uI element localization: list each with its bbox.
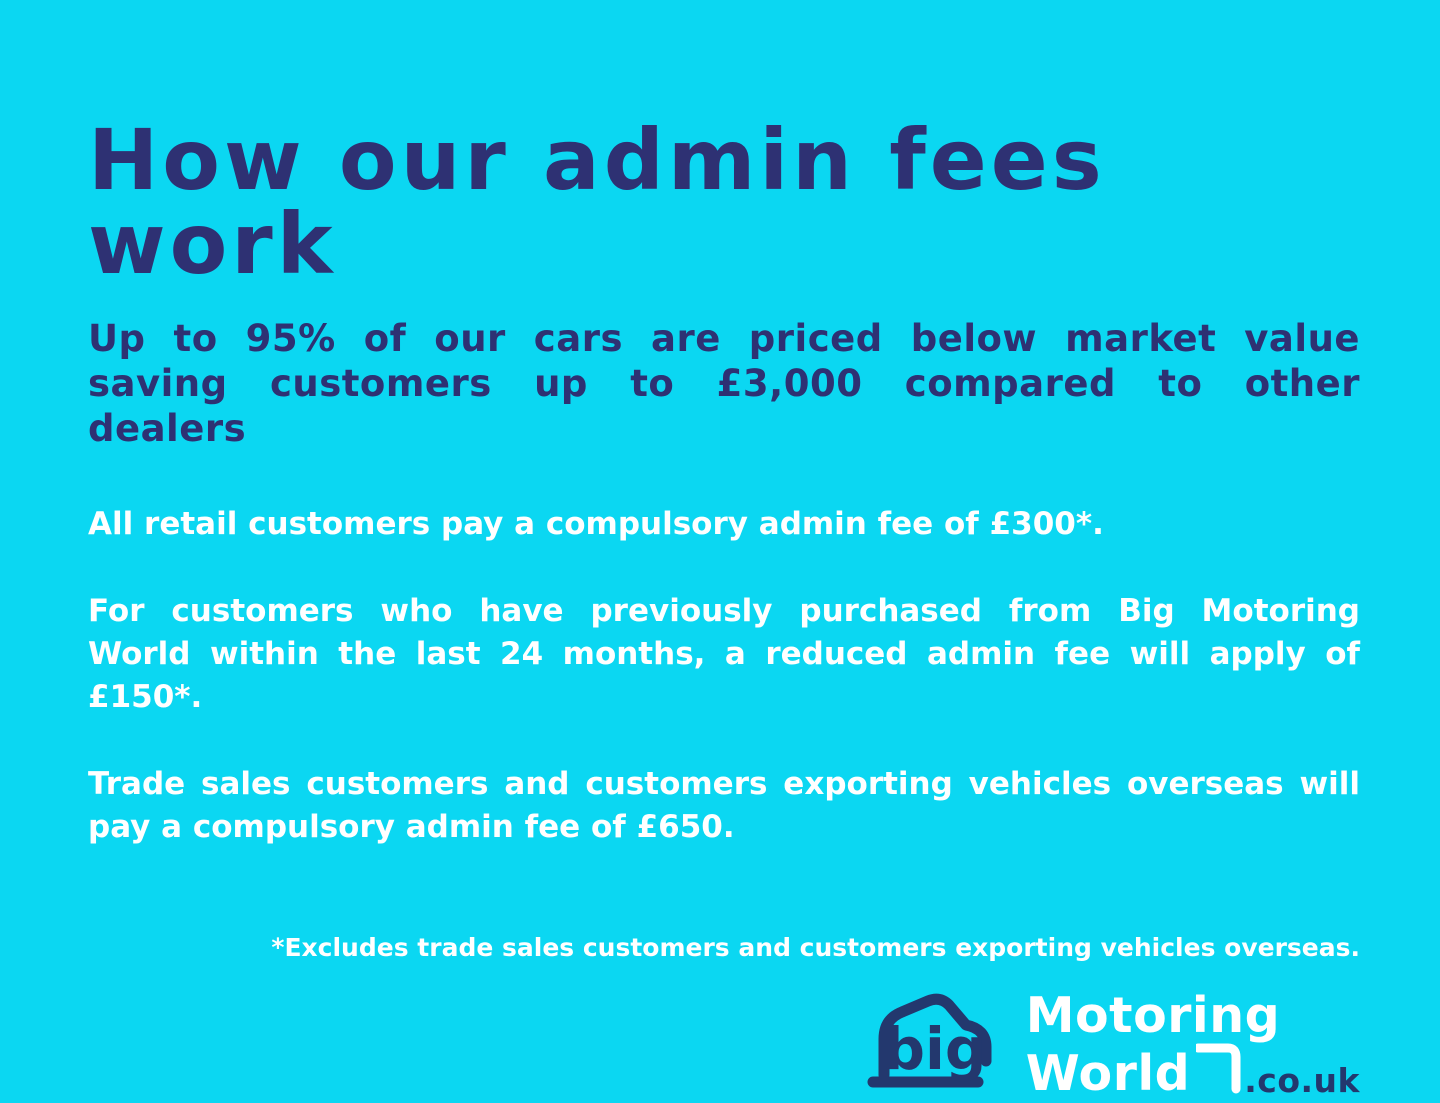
paragraph-repeat-customer-fee: [88, 590, 1360, 719]
wordmark-world-row: [1025, 1041, 1360, 1103]
paragraph-line: pay a compulsory admin fee of £650.: [88, 809, 735, 845]
paragraph-line: £150*.: [88, 679, 203, 715]
paragraph-retail-admin-fee: [88, 503, 1360, 546]
big-brand-word: big: [883, 1015, 987, 1083]
subtitle-line-1: Up to 95% of our cars are priced below market value: [88, 317, 1360, 360]
logo-elbow-line-icon: [1196, 1041, 1242, 1095]
wordmark: [1025, 987, 1360, 1103]
paragraph-trade-export-fee: [88, 763, 1360, 849]
subtitle-line-2: saving customers up to £3,000 compared to other: [88, 362, 1360, 405]
footnote: *Excludes trade sales customers and customers exporting vehicles overseas.: [271, 933, 1360, 962]
paragraph-line: World within the last 24 months, a reduced admin fee will apply of: [88, 636, 1360, 672]
brand-logo: [88, 987, 1360, 1103]
subtitle: [88, 316, 1360, 451]
subtitle-line-3: dealers: [88, 407, 247, 450]
big-car-logo-icon: [866, 987, 1008, 1103]
paragraph-line: Trade sales customers and customers exporting vehicles overseas will: [88, 766, 1360, 802]
page-title: How our admin fees work: [88, 111, 1106, 293]
wordmark-motoring: Motoring: [1025, 987, 1281, 1045]
domain-suffix: .co.uk: [1244, 1060, 1360, 1100]
paragraph-line: For customers who have previously purchased from Big Motoring: [88, 593, 1360, 629]
wordmark-world: World: [1025, 1045, 1191, 1103]
paragraph-line: All retail customers pay a compulsory admin fee of £300*.: [88, 506, 1104, 542]
